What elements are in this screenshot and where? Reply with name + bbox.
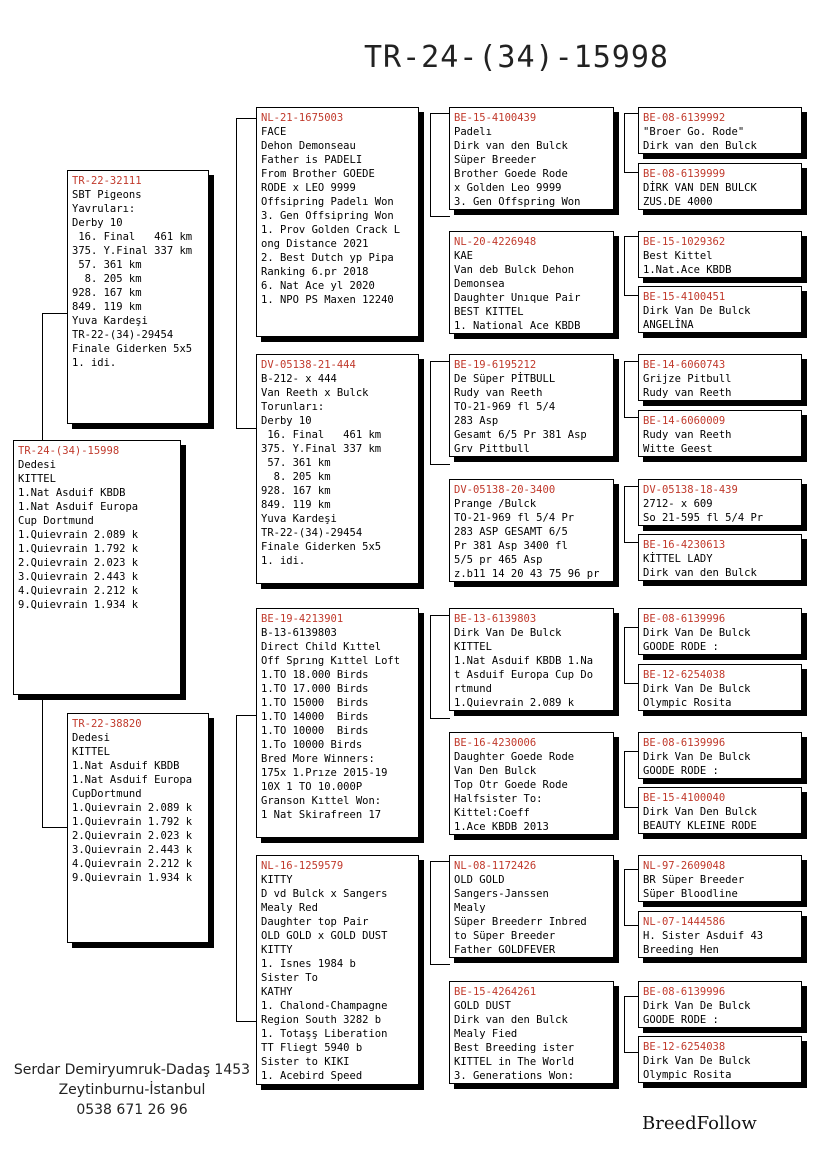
- dam-card: [67, 713, 209, 943]
- card-line: ANGELİNA: [643, 319, 694, 331]
- card-line: De Süper PİTBULL: [454, 373, 556, 385]
- card-line: Witte Geest: [643, 443, 713, 455]
- card-line: 2. Best Dutch yp Pipa: [261, 252, 394, 264]
- card-line: KITTEL: [454, 641, 492, 653]
- card-line: Dirk Van De Bulck: [643, 627, 751, 639]
- card-line: "Broer Go. Rode": [643, 126, 745, 138]
- card-line: ong Distance 2021: [261, 238, 369, 250]
- card-line: Direct Child Kıttel: [261, 641, 382, 653]
- ancestor-card: [638, 664, 802, 711]
- card-line: 57. 361 km: [72, 259, 142, 271]
- card-line: KITTY: [261, 944, 293, 956]
- card-line: Derby 10: [261, 415, 312, 427]
- card-line: 1. National Ace KBDB: [454, 320, 581, 332]
- card-line: Halfsister To:: [454, 793, 543, 805]
- card-line: 3.Quievrain 2.443 k: [18, 571, 139, 583]
- sire-card: [67, 170, 209, 424]
- card-line: 1.To 10000 Birds: [261, 739, 363, 751]
- ring-number: BE-14-6060009: [643, 415, 726, 427]
- card-line: 57. 361 km: [261, 457, 331, 469]
- card-line: TO-21-969 fl 5/4: [454, 401, 556, 413]
- card-line: 928. 167 km: [72, 287, 142, 299]
- card-line: Finale Giderken 5x5: [72, 343, 193, 355]
- card-line: Pr 381 Asp 3400 fl: [454, 540, 568, 552]
- card-line: Dirk van den Bulck: [643, 567, 757, 579]
- card-line: KITTEL: [72, 746, 110, 758]
- card-line: Dirk van den Bulck: [454, 140, 568, 152]
- card-line: Dirk Van De Bulck: [643, 683, 751, 695]
- card-line: Yuva Kardeşi: [72, 315, 148, 327]
- card-line: 16. Final 461 km: [72, 231, 193, 243]
- card-line: Dedesi: [72, 732, 110, 744]
- ring-number: NL-20-4226948: [454, 236, 537, 248]
- card-line: 1.Ace KBDB 2013: [454, 821, 549, 833]
- ring-number: NL-07-1444586: [643, 916, 726, 928]
- card-line: KİTTEL LADY: [643, 553, 713, 565]
- card-line: 1. idi.: [261, 555, 306, 567]
- card-line: RODE x LEO 9999: [261, 182, 356, 194]
- card-line: 8. 205 km: [261, 471, 331, 483]
- card-line: D vd Bulck x Sangers: [261, 888, 388, 900]
- card-line: Region South 3282 b: [261, 1014, 382, 1026]
- card-line: Dirk Van De Bulck: [643, 751, 751, 763]
- card-line: Finale Giderken 5x5: [261, 541, 382, 553]
- ring-number: BE-14-6060743: [643, 359, 726, 371]
- card-line: 1.TO 15000 Birds: [261, 697, 369, 709]
- card-line: t Asduif Europa Cup Do: [454, 669, 594, 681]
- card-line: 4.Quievrain 2.212 k: [72, 858, 193, 870]
- ring-number: TR-24-(34)-15998: [18, 445, 120, 457]
- breeder-contact: [12, 1060, 252, 1120]
- card-line: Daughter top Pair: [261, 916, 369, 928]
- card-line: Van Reeth x Bulck: [261, 387, 369, 399]
- card-line: Rudy van Reeth: [643, 429, 732, 441]
- card-line: BEAUTY KLEINE RODE: [643, 820, 757, 832]
- card-line: BR Süper Breeder: [643, 874, 745, 886]
- card-line: 175x 1.Prıze 2015-19: [261, 767, 388, 779]
- card-line: Padelı: [454, 126, 492, 138]
- card-line: to Süper Breeder: [454, 930, 556, 942]
- grandparent-card: [256, 608, 419, 838]
- card-line: GOODE RODE :: [643, 1014, 719, 1026]
- card-line: 375. Y.Final 337 km: [261, 443, 382, 455]
- card-line: 1.Nat Asduif Europa: [72, 774, 193, 786]
- ancestor-card: [638, 534, 802, 581]
- ring-number: BE-19-6195212: [454, 359, 537, 371]
- card-line: Cup Dortmund: [18, 515, 94, 527]
- grandparent-card: [256, 354, 419, 584]
- card-line: TR-22-(34)-29454: [261, 527, 363, 539]
- ring-number: BE-15-4264261: [454, 986, 537, 998]
- card-line: CupDortmund: [72, 788, 142, 800]
- breeder-phone: 0538 671 26 96: [76, 1102, 188, 1118]
- great-grandparent-card: [449, 107, 614, 210]
- ring-number: DV-05138-21-444: [261, 359, 356, 371]
- card-line: Sister To: [261, 972, 318, 984]
- card-line: 1.TO 14000 Birds: [261, 711, 369, 723]
- card-line: 6. Nat Ace yl 2020: [261, 280, 375, 292]
- card-line: Süper Bloodline: [643, 888, 738, 900]
- card-line: Dirk Van De Bulck: [643, 305, 751, 317]
- pedigree-title: TR-24-(34)-15998: [364, 40, 669, 75]
- ring-number: NL-08-1172426: [454, 860, 537, 872]
- card-line: Mealy Fied: [454, 1028, 518, 1040]
- card-line: Süper Breederr Inbred: [454, 916, 587, 928]
- card-line: 1. Totaşş Liberation: [261, 1028, 388, 1040]
- card-line: 1. idi.: [72, 357, 117, 369]
- card-line: x Golden Leo 9999: [454, 182, 562, 194]
- card-line: ZUS.DE 4000: [643, 196, 713, 208]
- card-line: KAE: [454, 250, 473, 262]
- card-line: 1. Isnes 1984 b: [261, 958, 356, 970]
- ancestor-card: [638, 286, 802, 333]
- ring-number: BE-15-4100451: [643, 291, 726, 303]
- great-grandparent-card: [449, 855, 614, 958]
- card-line: Prange /Bulck: [454, 498, 537, 510]
- card-line: 2712- x 609: [643, 498, 713, 510]
- card-line: KATHY: [261, 986, 293, 998]
- card-line: 1. Prov Golden Crack L: [261, 224, 401, 236]
- ring-number: NL-16-1259579: [261, 860, 344, 872]
- ring-number: BE-08-6139996: [643, 737, 726, 749]
- card-line: 9.Quievrain 1.934 k: [72, 872, 193, 884]
- card-line: 1.TO 17.000 Birds: [261, 683, 369, 695]
- card-line: So 21-595 fl 5/4 Pr: [643, 512, 764, 524]
- ancestor-card: [638, 1036, 802, 1083]
- card-line: SBT Pigeons: [72, 189, 142, 201]
- ring-number: NL-21-1675003: [261, 112, 344, 124]
- card-line: 1 Nat Skirafreen 17: [261, 809, 382, 821]
- great-grandparent-card: [449, 479, 614, 582]
- card-line: KITTEL: [18, 473, 56, 485]
- card-line: 3. Gen Offspring Won: [454, 196, 581, 208]
- ring-number: DV-05138-20-3400: [454, 484, 556, 496]
- card-line: 2.Quievrain 2.023 k: [18, 557, 139, 569]
- card-line: 3. Generations Won:: [454, 1070, 575, 1082]
- card-line: Rudy van Reeth: [643, 387, 732, 399]
- ancestor-card: [638, 163, 802, 210]
- ring-number: BE-19-4213901: [261, 613, 344, 625]
- card-line: 1.TO 10000 Birds: [261, 725, 369, 737]
- card-line: Off Sprıng Kıttel Loft: [261, 655, 401, 667]
- card-line: 1.Quievrain 1.792 k: [72, 816, 193, 828]
- card-line: rtmund: [454, 683, 492, 695]
- card-line: Mealy Red: [261, 902, 318, 914]
- card-line: 16. Final 461 km: [261, 429, 382, 441]
- card-line: 1.Nat.Ace KBDB: [643, 264, 732, 276]
- card-line: Granson Kıttel Won:: [261, 795, 382, 807]
- ring-number: BE-08-6139996: [643, 613, 726, 625]
- card-line: 1.Quievrain 2.089 k: [18, 529, 139, 541]
- ring-number: BE-08-6139992: [643, 112, 726, 124]
- card-line: Brother Goede Rode: [454, 168, 568, 180]
- card-line: DİRK VAN DEN BULCK: [643, 182, 757, 194]
- card-line: Grv Pittbull: [454, 443, 530, 455]
- grandparent-card: [256, 855, 419, 1085]
- ancestor-card: [638, 231, 802, 278]
- card-line: OLD GOLD x GOLD DUST: [261, 930, 388, 942]
- ancestor-card: [638, 981, 802, 1028]
- card-line: 1.Quievrain 1.792 k: [18, 543, 139, 555]
- ring-number: BE-15-4100040: [643, 792, 726, 804]
- card-line: Daughter Goede Rode: [454, 751, 575, 763]
- card-line: Olympic Rosita: [643, 697, 732, 709]
- card-line: 375. Y.Final 337 km: [72, 245, 193, 257]
- ancestor-card: [638, 732, 802, 779]
- card-line: Dirk Van Den Bulck: [643, 806, 757, 818]
- ancestor-card: [638, 787, 802, 834]
- card-line: Dehon Demonseau: [261, 140, 356, 152]
- breeder-location: Zeytinburnu-İstanbul: [58, 1082, 206, 1098]
- card-line: Van Den Bulck: [454, 765, 537, 777]
- card-line: Yuva Kardeşi: [261, 513, 337, 525]
- card-line: Father GOLDFEVER: [454, 944, 556, 956]
- ring-number: BE-13-6139803: [454, 613, 537, 625]
- card-line: Yavruları:: [72, 203, 136, 215]
- card-line: B-13-6139803: [261, 627, 337, 639]
- card-line: 3.Quievrain 2.443 k: [72, 844, 193, 856]
- ring-number: BE-12-6254038: [643, 1041, 726, 1053]
- ring-number: TR-22-38820: [72, 718, 142, 730]
- card-line: 1. Acebird Speed: [261, 1070, 363, 1082]
- card-line: Dirk Van De Bulck: [454, 627, 562, 639]
- card-line: Rudy van Reeth: [454, 387, 543, 399]
- card-line: 4.Quievrain 2.212 k: [18, 585, 139, 597]
- subject-pigeon-card: [13, 440, 181, 695]
- card-line: 2.Quievrain 2.023 k: [72, 830, 193, 842]
- card-line: 283 ASP GESAMT 6/5: [454, 526, 568, 538]
- card-line: Sangers-Janssen: [454, 888, 549, 900]
- card-line: Dirk Van De Bulck: [643, 1055, 751, 1067]
- great-grandparent-card: [449, 354, 614, 457]
- card-line: GOODE RODE :: [643, 641, 719, 653]
- card-line: 283 Asp: [454, 415, 499, 427]
- card-line: Father is PADELI: [261, 154, 363, 166]
- ring-number: TR-22-32111: [72, 175, 142, 187]
- card-line: 1.Nat Asduif KBDB: [72, 760, 180, 772]
- ring-number: BE-08-6139999: [643, 168, 726, 180]
- card-line: 10X 1 TO 10.000P: [261, 781, 363, 793]
- card-line: Mealy: [454, 902, 486, 914]
- card-line: Derby 10: [72, 217, 123, 229]
- card-line: Grijze Pitbull: [643, 373, 732, 385]
- ring-number: BE-16-4230613: [643, 539, 726, 551]
- card-line: 849. 119 km: [72, 301, 142, 313]
- great-grandparent-card: [449, 231, 614, 334]
- card-line: Breeding Hen: [643, 944, 719, 956]
- card-line: 1.Quievrain 2.089 k: [72, 802, 193, 814]
- great-grandparent-card: [449, 732, 614, 835]
- ancestor-card: [638, 479, 802, 526]
- ancestor-card: [638, 911, 802, 958]
- card-line: FACE: [261, 126, 287, 138]
- ring-number: BE-12-6254038: [643, 669, 726, 681]
- card-line: Offsipring Padelı Won: [261, 196, 394, 208]
- ancestor-card: [638, 107, 802, 154]
- card-line: Torunları:: [261, 401, 325, 413]
- card-line: Dirk van den Bulck: [643, 140, 757, 152]
- card-line: Dirk van den Bulck: [454, 1014, 568, 1026]
- card-line: Gesamt 6/5 Pr 381 Asp: [454, 429, 587, 441]
- card-line: From Brother GOEDE: [261, 168, 375, 180]
- card-line: Top Otr Goede Rode: [454, 779, 568, 791]
- card-line: 849. 119 km: [261, 499, 331, 511]
- card-line: 3. Gen Offsipring Won: [261, 210, 394, 222]
- card-line: B-212- x 444: [261, 373, 337, 385]
- card-line: Dirk Van De Bulck: [643, 1000, 751, 1012]
- card-line: 1. Chalond-Champagne: [261, 1000, 388, 1012]
- card-line: Bred More Winners:: [261, 753, 375, 765]
- ancestor-card: [638, 855, 802, 902]
- ancestor-card: [638, 608, 802, 655]
- card-line: 5/5 pr 465 Asp: [454, 554, 543, 566]
- card-line: KITTEL in The World: [454, 1056, 575, 1068]
- card-line: Van deb Bulck Dehon: [454, 264, 575, 276]
- card-line: BEST KITTEL: [454, 306, 524, 318]
- card-line: 1.Nat Asduif KBDB 1.Na: [454, 655, 594, 667]
- great-grandparent-card: [449, 608, 614, 711]
- card-line: H. Sister Asduif 43: [643, 930, 764, 942]
- card-line: Best Breeding ister: [454, 1042, 575, 1054]
- card-line: Best Kittel: [643, 250, 713, 262]
- card-line: z.b11 14 20 43 75 96 pr: [454, 568, 600, 580]
- card-line: 1.Nat Asduif KBDB: [18, 487, 126, 499]
- card-line: Kittel:Coeff: [454, 807, 530, 819]
- card-line: 8. 205 km: [72, 273, 142, 285]
- card-line: Daughter Unıque Pair: [454, 292, 581, 304]
- grandparent-card: [256, 107, 419, 337]
- card-line: OLD GOLD: [454, 874, 505, 886]
- card-line: TO-21-969 fl 5/4 Pr: [454, 512, 575, 524]
- ring-number: BE-15-4100439: [454, 112, 537, 124]
- card-line: TR-22-(34)-29454: [72, 329, 174, 341]
- card-line: 1.TO 18.000 Birds: [261, 669, 369, 681]
- card-line: Olympic Rosita: [643, 1069, 732, 1081]
- ring-number: BE-08-6139996: [643, 986, 726, 998]
- ring-number: BE-15-1029362: [643, 236, 726, 248]
- card-line: Demonsea: [454, 278, 505, 290]
- great-grandparent-card: [449, 981, 614, 1084]
- card-line: 1.Quievrain 2.089 k: [454, 697, 575, 709]
- card-line: KITTY: [261, 874, 293, 886]
- card-line: 1.Nat Asduif Europa: [18, 501, 139, 513]
- card-line: Sister to KIKI: [261, 1056, 350, 1068]
- brand-logo-text: BreedFollow: [642, 1113, 757, 1134]
- card-line: 1. NPO PS Maxen 12240: [261, 294, 394, 306]
- card-line: GOODE RODE :: [643, 765, 719, 777]
- card-line: 928. 167 km: [261, 485, 331, 497]
- ring-number: NL-97-2609048: [643, 860, 726, 872]
- ancestor-card: [638, 354, 802, 401]
- card-line: TT Fliegt 5940 b: [261, 1042, 363, 1054]
- card-line: GOLD DUST: [454, 1000, 511, 1012]
- card-line: Süper Breeder: [454, 154, 537, 166]
- ancestor-card: [638, 410, 802, 457]
- ring-number: BE-16-4230006: [454, 737, 537, 749]
- card-line: Dedesi: [18, 459, 56, 471]
- ring-number: DV-05138-18-439: [643, 484, 738, 496]
- card-line: 9.Quievrain 1.934 k: [18, 599, 139, 611]
- breeder-name: Serdar Demiryumruk-Dadaş 1453: [13, 1062, 251, 1078]
- card-line: Ranking 6.pr 2018: [261, 266, 369, 278]
